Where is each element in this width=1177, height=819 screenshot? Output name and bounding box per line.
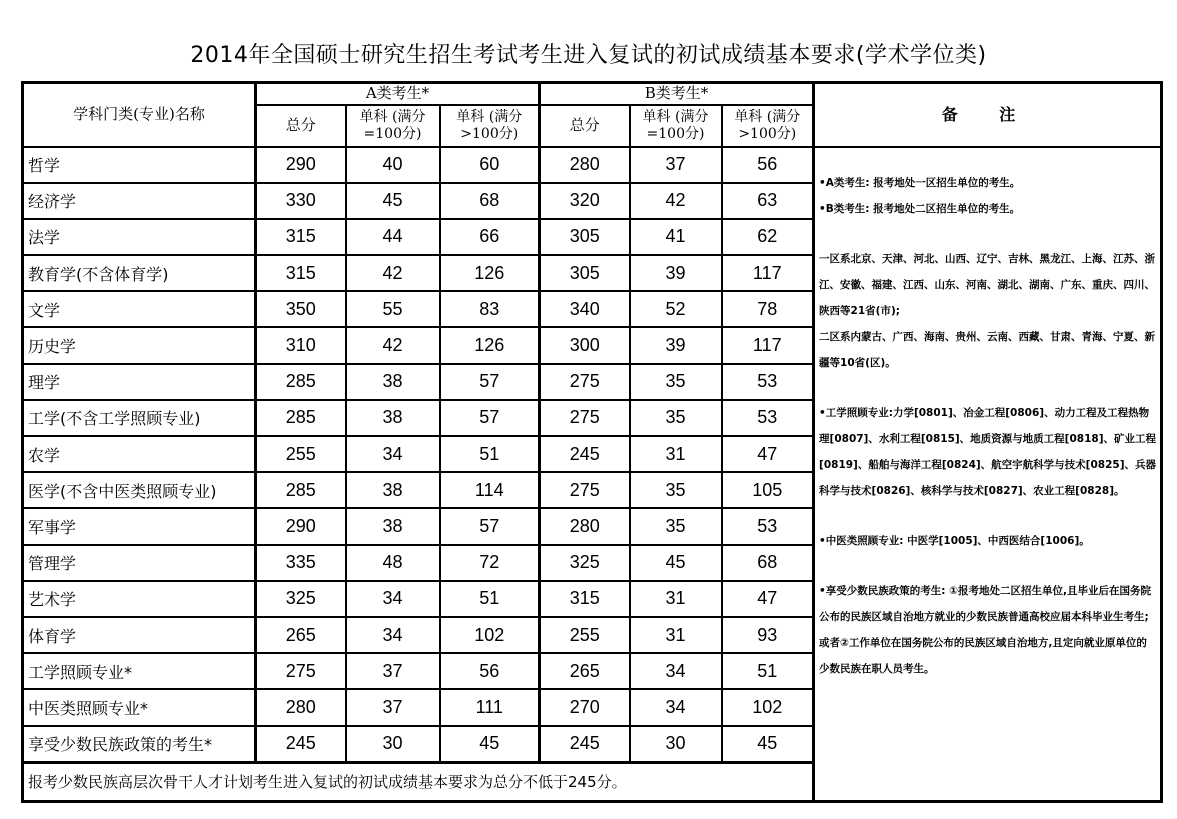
a-s2-cell: 51	[440, 436, 540, 472]
footnote: 报考少数民族高层次骨干人才计划考生进入复试的初试成绩基本要求为总分不低于245分。	[23, 762, 814, 801]
b-total-cell: 245	[540, 726, 630, 763]
a-total-cell: 310	[256, 327, 346, 363]
b-s1-cell: 52	[630, 291, 722, 327]
b-s1-cell: 41	[630, 219, 722, 255]
b-s1-cell: 35	[630, 472, 722, 508]
b-s2-cell: 51	[722, 653, 814, 689]
a-s1-cell: 42	[346, 255, 440, 291]
a-total-cell: 285	[256, 472, 346, 508]
a-total-cell: 315	[256, 219, 346, 255]
b-s2-cell: 53	[722, 508, 814, 544]
b-s1-cell: 45	[630, 545, 722, 581]
a-s1-cell: 34	[346, 581, 440, 617]
b-s2-cell: 47	[722, 581, 814, 617]
subject-name-cell: 哲学	[23, 147, 256, 183]
subject-name-cell: 军事学	[23, 508, 256, 544]
b-total-cell: 280	[540, 508, 630, 544]
b-s2-cell: 93	[722, 617, 814, 653]
a-s2-cell: 66	[440, 219, 540, 255]
subject-name-cell: 理学	[23, 364, 256, 400]
b-s2-cell: 45	[722, 726, 814, 763]
a-s2-cell: 68	[440, 183, 540, 219]
remark-tcm: •中医类照顾专业: 中医学[1005]、中西医结合[1006]。	[819, 534, 1090, 547]
b-total-header: 总分	[540, 105, 630, 147]
b-s2-cell: 56	[722, 147, 814, 183]
b-s2-cell: 117	[722, 255, 814, 291]
b-s2-cell: 53	[722, 400, 814, 436]
b-single-gt100-header	[722, 105, 814, 147]
subject-name-cell: 历史学	[23, 327, 256, 363]
remark-b-type: •B类考生: 报考地处二区招生单位的考生。	[819, 202, 1021, 215]
a-total-cell: 290	[256, 147, 346, 183]
a-s2-cell: 45	[440, 726, 540, 763]
a-total-cell: 350	[256, 291, 346, 327]
a-s1-cell: 38	[346, 472, 440, 508]
a-s2-cell: 102	[440, 617, 540, 653]
a-s2-cell: 57	[440, 400, 540, 436]
subject-name-cell: 医学(不含中医类照顾专业)	[23, 472, 256, 508]
b-s1-cell: 31	[630, 581, 722, 617]
subject-name-cell: 体育学	[23, 617, 256, 653]
remark-engineering: •工学照顾专业:力学[0801]、冶金工程[0806]、动力工程及工程热物理[0807]、水利工程[0815]、地质资源与地质工程[0818]、矿业工程[0819]、船舶与海洋工程[0824]、航空宇航科学与技术[0825]、兵器科学与技术[0826]、核科学与技术[0827]、农业工程[0828]。	[819, 406, 1156, 497]
b-total-cell: 280	[540, 147, 630, 183]
score-table-body	[23, 147, 1162, 802]
b-total-cell: 255	[540, 617, 630, 653]
b-total-cell: 275	[540, 400, 630, 436]
b-single-100-line2: =100分)	[646, 125, 705, 142]
b-total-cell: 325	[540, 545, 630, 581]
subject-name-cell: 享受少数民族政策的考生*	[23, 726, 256, 763]
group-a-header: A类考生*	[256, 83, 540, 105]
b-total-cell: 265	[540, 653, 630, 689]
subject-name-cell: 经济学	[23, 183, 256, 219]
score-table	[21, 81, 1163, 803]
a-total-cell: 315	[256, 255, 346, 291]
subject-name-cell: 文学	[23, 291, 256, 327]
a-total-cell: 255	[256, 436, 346, 472]
subject-name-cell: 法学	[23, 219, 256, 255]
b-s2-cell: 68	[722, 545, 814, 581]
b-s1-cell: 39	[630, 327, 722, 363]
b-s1-cell: 31	[630, 436, 722, 472]
a-s1-cell: 44	[346, 219, 440, 255]
b-s1-cell: 30	[630, 726, 722, 763]
a-s1-cell: 38	[346, 364, 440, 400]
a-s2-cell: 114	[440, 472, 540, 508]
b-s2-cell: 117	[722, 327, 814, 363]
b-s1-cell: 35	[630, 400, 722, 436]
remark-zone2: 二区系内蒙古、广西、海南、贵州、云南、西藏、甘肃、青海、宁夏、新疆等10省(区)。	[819, 330, 1156, 369]
b-s2-cell: 62	[722, 219, 814, 255]
b-s1-cell: 37	[630, 147, 722, 183]
b-s2-cell: 105	[722, 472, 814, 508]
a-s1-cell: 37	[346, 689, 440, 725]
a-s1-cell: 45	[346, 183, 440, 219]
remarks-cell	[814, 147, 1162, 802]
b-single-100-header	[630, 105, 722, 147]
b-total-cell: 245	[540, 436, 630, 472]
b-s1-cell: 42	[630, 183, 722, 219]
b-single-100-line1: 单科 (满分	[642, 108, 709, 125]
b-total-cell: 315	[540, 581, 630, 617]
b-s1-cell: 35	[630, 364, 722, 400]
a-single-100-line1: 单科 (满分	[359, 108, 426, 125]
b-total-cell: 305	[540, 255, 630, 291]
group-b-header: B类考生*	[540, 83, 814, 105]
a-s1-cell: 34	[346, 436, 440, 472]
a-single-gt100-header	[440, 105, 540, 147]
page-title: 2014年全国硕士研究生招生考试考生进入复试的初试成绩基本要求(学术学位类)	[190, 43, 987, 68]
a-total-cell: 325	[256, 581, 346, 617]
b-s2-cell: 102	[722, 689, 814, 725]
subject-name-cell: 中医类照顾专业*	[23, 689, 256, 725]
b-s2-cell: 47	[722, 436, 814, 472]
b-total-cell: 275	[540, 364, 630, 400]
a-single-gt100-line2: >100分)	[460, 125, 519, 142]
a-s2-cell: 83	[440, 291, 540, 327]
subject-name-cell: 艺术学	[23, 581, 256, 617]
remarks-header: 备 注	[814, 83, 1162, 147]
a-total-cell: 285	[256, 400, 346, 436]
a-s1-cell: 38	[346, 400, 440, 436]
b-total-cell: 340	[540, 291, 630, 327]
b-total-cell: 300	[540, 327, 630, 363]
b-total-cell: 305	[540, 219, 630, 255]
score-table-container	[21, 81, 1160, 803]
b-s1-cell: 31	[630, 617, 722, 653]
a-single-gt100-line1: 单科 (满分	[456, 108, 523, 125]
subject-name-cell: 管理学	[23, 545, 256, 581]
a-total-cell: 285	[256, 364, 346, 400]
a-s2-cell: 126	[440, 327, 540, 363]
a-s2-cell: 111	[440, 689, 540, 725]
subject-name-cell: 教育学(不含体育学)	[23, 255, 256, 291]
b-single-gt100-line2: >100分)	[738, 125, 797, 142]
a-s2-cell: 126	[440, 255, 540, 291]
a-s1-cell: 30	[346, 726, 440, 763]
a-total-cell: 280	[256, 689, 346, 725]
table-row	[23, 147, 1162, 183]
a-s1-cell: 42	[346, 327, 440, 363]
a-s1-cell: 38	[346, 508, 440, 544]
b-s2-cell: 63	[722, 183, 814, 219]
a-s1-cell: 37	[346, 653, 440, 689]
a-single-100-header	[346, 105, 440, 147]
a-s1-cell: 48	[346, 545, 440, 581]
remark-zone1: 一区系北京、天津、河北、山西、辽宁、吉林、黑龙江、上海、江苏、浙江、安徽、福建、江西、山东、河南、湖北、湖南、广东、重庆、四川、陕西等21省(市);	[819, 252, 1156, 317]
remark-minority: •享受少数民族政策的考生: ①报考地处二区招生单位,且毕业后在国务院公布的民族区域自治地方就业的少数民族普通高校应届本科毕业生考生;或者②工作单位在国务院公布的民族区域自治地方,且定向就业原单位的少数民族在职人员考生。	[819, 584, 1151, 675]
a-total-cell: 335	[256, 545, 346, 581]
a-s2-cell: 60	[440, 147, 540, 183]
subject-name-cell: 工学照顾专业*	[23, 653, 256, 689]
b-s2-cell: 78	[722, 291, 814, 327]
a-s1-cell: 40	[346, 147, 440, 183]
a-s2-cell: 72	[440, 545, 540, 581]
subject-name-cell: 农学	[23, 436, 256, 472]
remark-a-type: •A类考生: 报考地处一区招生单位的考生。	[819, 176, 1021, 189]
a-s2-cell: 57	[440, 508, 540, 544]
subject-header: 学科门类(专业)名称	[23, 83, 256, 147]
a-total-header: 总分	[256, 105, 346, 147]
a-s2-cell: 57	[440, 364, 540, 400]
b-s1-cell: 34	[630, 653, 722, 689]
b-s1-cell: 39	[630, 255, 722, 291]
b-total-cell: 270	[540, 689, 630, 725]
b-s1-cell: 35	[630, 508, 722, 544]
b-total-cell: 275	[540, 472, 630, 508]
subject-name-cell: 工学(不含工学照顾专业)	[23, 400, 256, 436]
b-single-gt100-line1: 单科 (满分	[734, 108, 801, 125]
a-total-cell: 275	[256, 653, 346, 689]
b-total-cell: 320	[540, 183, 630, 219]
a-s1-cell: 55	[346, 291, 440, 327]
a-single-100-line2: =100分)	[363, 125, 422, 142]
b-s1-cell: 34	[630, 689, 722, 725]
a-total-cell: 245	[256, 726, 346, 763]
a-total-cell: 265	[256, 617, 346, 653]
a-s2-cell: 56	[440, 653, 540, 689]
b-s2-cell: 53	[722, 364, 814, 400]
a-s2-cell: 51	[440, 581, 540, 617]
a-s1-cell: 34	[346, 617, 440, 653]
a-total-cell: 290	[256, 508, 346, 544]
a-total-cell: 330	[256, 183, 346, 219]
